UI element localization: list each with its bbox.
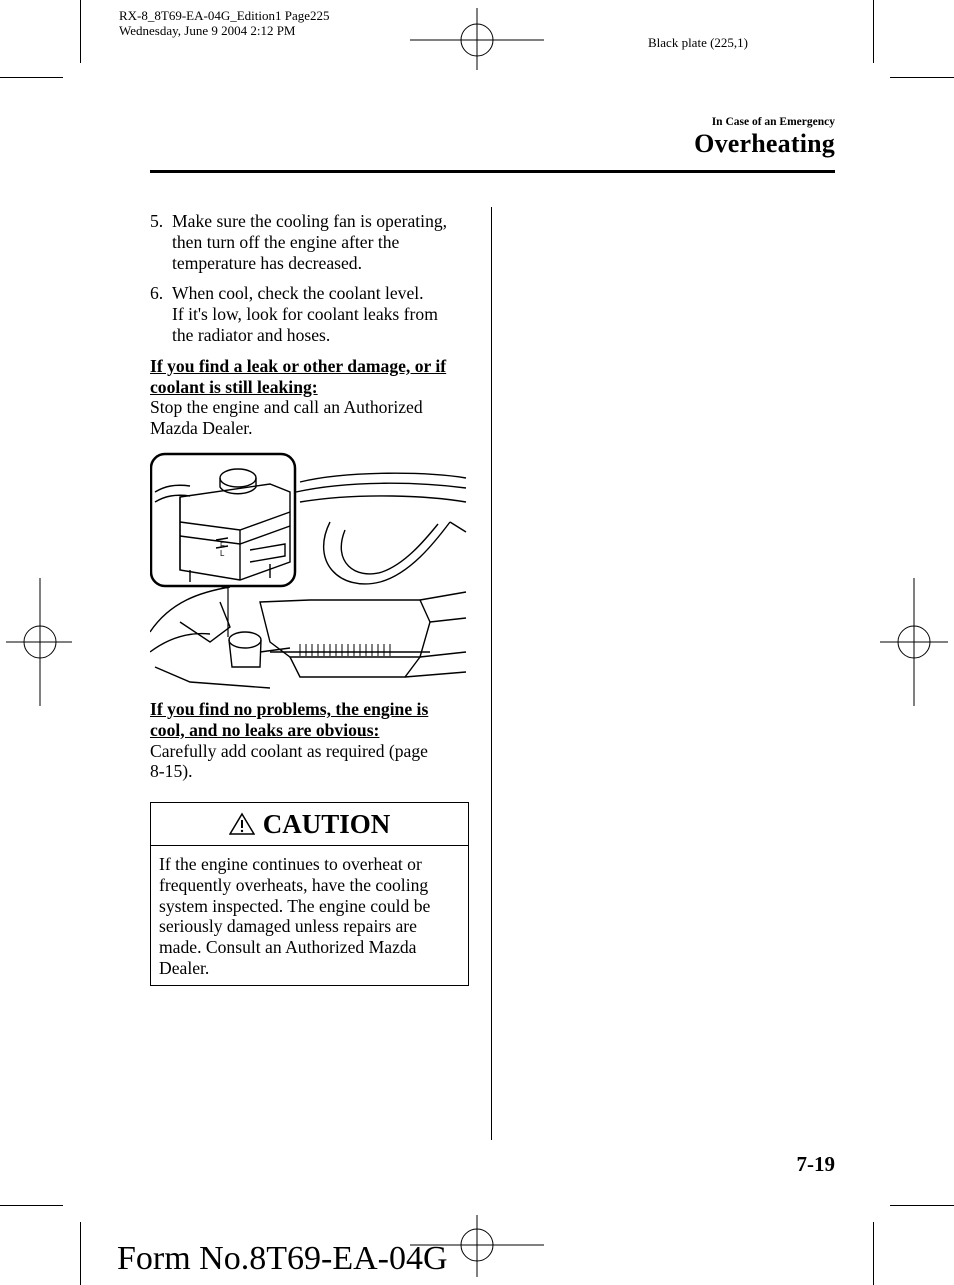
no-problem-body-line: 8-15). [150,761,193,782]
caution-header [151,803,468,846]
plate-label: Black plate (225,1) [648,35,748,50]
column-divider [491,207,492,1140]
crop-mark [0,77,63,78]
step-line: If it's low, look for coolant leaks from [172,304,438,325]
no-problem-heading-line: cool, and no leaks are obvious: [150,719,380,740]
crop-mark [80,1222,81,1285]
left-column [150,211,470,439]
page-number: 7-19 [796,1152,835,1176]
leak-section [150,356,470,439]
engine-coolant-illustration [150,452,468,690]
no-problem-body-line: Carefully add coolant as required (page [150,740,428,761]
caution-line: Dealer. [159,957,210,978]
step-line: the radiator and hoses. [172,324,331,345]
step-5 [150,211,470,273]
crop-mark [890,1205,954,1206]
crop-mark [0,1205,63,1206]
page-title: Overheating [694,129,835,158]
warning-triangle-icon [229,812,255,836]
registration-mark-right [880,578,948,706]
caution-line: system inspected. The engine could be [159,895,431,916]
caution-label: CAUTION [262,808,391,839]
section-label: In Case of an Emergency [711,116,835,128]
print-header-file: RX-8_8T69-EA-04G_Edition1 Page225 [119,8,330,23]
no-problem-heading-line: If you find no problems, the engine is [150,699,429,719]
svg-text:L: L [220,549,225,558]
step-6 [150,283,470,345]
crop-mark [80,0,81,63]
step-line: temperature has decreased. [172,252,363,273]
step-number: 6. [150,283,164,304]
leak-heading-line: coolant is still leaking: [150,376,318,397]
step-text [172,283,470,345]
form-number: Form No.8T69-EA-04G [117,1240,448,1277]
registration-mark-left [6,578,72,706]
caution-line: seriously damaged unless repairs are [159,916,417,937]
print-header [119,8,330,38]
svg-text:F: F [220,541,225,550]
leak-heading-line: If you find a leak or other damage, or if [150,355,447,376]
no-problem-section [150,699,470,782]
title-rule [150,170,835,173]
step-line: When cool, check the coolant level. [172,283,424,304]
caution-box [150,802,469,986]
caution-body [151,846,468,987]
crop-mark [873,0,874,63]
step-line: Make sure the cooling fan is operating, [172,211,448,231]
caution-line: frequently overheats, have the cooling [159,874,429,895]
caution-line: If the engine continues to overheat or [159,854,422,874]
step-number: 5. [150,211,164,231]
print-header-date: Wednesday, June 9 2004 2:12 PM [119,23,296,38]
leak-body-line: Mazda Dealer. [150,418,253,439]
registration-mark-top [410,8,544,70]
step-line: then turn off the engine after the [172,231,400,252]
crop-mark [873,1222,874,1285]
step-text [172,211,470,273]
caution-line: made. Consult an Authorized Mazda [159,937,417,958]
leak-body-line: Stop the engine and call an Authorized [150,397,423,418]
crop-mark [890,77,954,78]
